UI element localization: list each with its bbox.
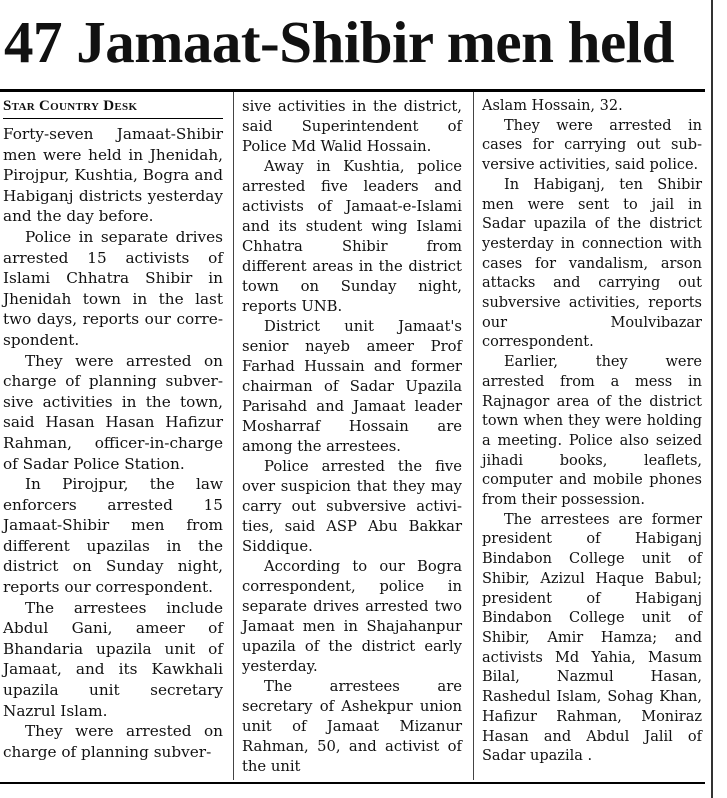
article-column-3 [482, 97, 702, 767]
right-border-rule [711, 0, 713, 798]
article-column-1 [3, 97, 223, 762]
paragraph: In Pirojpur, the law enforcers arrested 15 Jamaat-Shibir men from different upazilas in the district on Sunday night, reports our correspondent. [3, 475, 223, 597]
column-separator [473, 92, 474, 780]
bottom-rule [0, 782, 705, 784]
paragraph: In Habiganj, ten Shibir men were sent to jail in Sadar upazila of the district yesterday in connection with cases for vandalism, arson attacks and carrying out subversive activities, reports our Moulvibazar correspondent. [482, 176, 702, 351]
paragraph: sive activities in the district, said Superintendent of Police Md Walid Hossain. [242, 98, 462, 155]
paragraph: Away in Kushtia, police arrested five leaders and activists of Jamaat-e-Islami and its student wing Islami Chhatra Shibir from different areas in the district town on Sunday night, reports UNB. [242, 158, 462, 315]
byline: Star Country Desk [3, 97, 223, 119]
paragraph: Forty-seven Jamaat-Shibir men were held in Jhenidah, Pirojpur, Kushtia, Bogra and Habiganj districts yesterday and the day before. [3, 125, 223, 226]
paragraph: Police arrested the five over suspicion that they may carry out subversive activities, said ASP Abu Bakkar Siddique. [242, 458, 462, 555]
paragraph: They were arrested on charge of planning subversive activities in the town, said Hasan Hasan Hafizur Rahman, officer-in-charge of Sadar Police Station. [3, 351, 223, 473]
paragraph: Police in separate drives arrested 15 activists of Islami Chhatra Shibir in Jhenidah town in the last two days, reports our correspondent. [3, 227, 223, 349]
headline-rule [0, 89, 705, 92]
paragraph: The arrestees are secretary of Ashekpur union unit of Jamaat Mizanur Rahman, 50, and activist of the unit [242, 678, 462, 775]
paragraph: The arrestees include Abdul Gani, ameer of Bhandaria upazila unit of Jamaat, and its Kawkhali upazila unit secretary Nazrul Islam. [3, 598, 223, 720]
paragraph: Earlier, they were arrested from a mess in Rajnagor area of the district town when they were holding a meeting. Police also seized jihadi books, leaflets, computer and mobile phones from their possession. [482, 354, 702, 509]
column-separator [233, 92, 234, 780]
article-column-2 [242, 97, 462, 777]
paragraph: According to our Bogra correspondent, police in separate drives arrested two Jamaat men in Shajahanpur upazila of the district early yesterday. [242, 558, 462, 675]
paragraph: The arrestees are former president of Habiganj Bindabon College unit of Shibir, Azizul Haque Babul; president of Habiganj Bindabon College unit of Shibir, Amir Hamza; and activists Md Yahia, Masum Bilal, Nazmul Hasan, Rashedul Islam, Sohag Khan, Hafizur Rahman, Moniraz Hasan and Abdul Jalil of Sadar upazila . [482, 511, 702, 765]
headline: 47 Jamaat-Shibir men held [4, 9, 674, 75]
paragraph: They were arrested on charge of planning subver- [3, 722, 223, 761]
paragraph: Aslam Hossain, 32. [482, 98, 623, 114]
paragraph: They were arrested in cases for carrying out subversive activities, said police. [482, 117, 702, 174]
paragraph: District unit Jamaat's senior nayeb ameer Prof Farhad Hussain and former chairman of Sadar Upazila Parisahd and Jamaat leader Mosharraf Hossain are among the arrestees. [242, 318, 462, 455]
